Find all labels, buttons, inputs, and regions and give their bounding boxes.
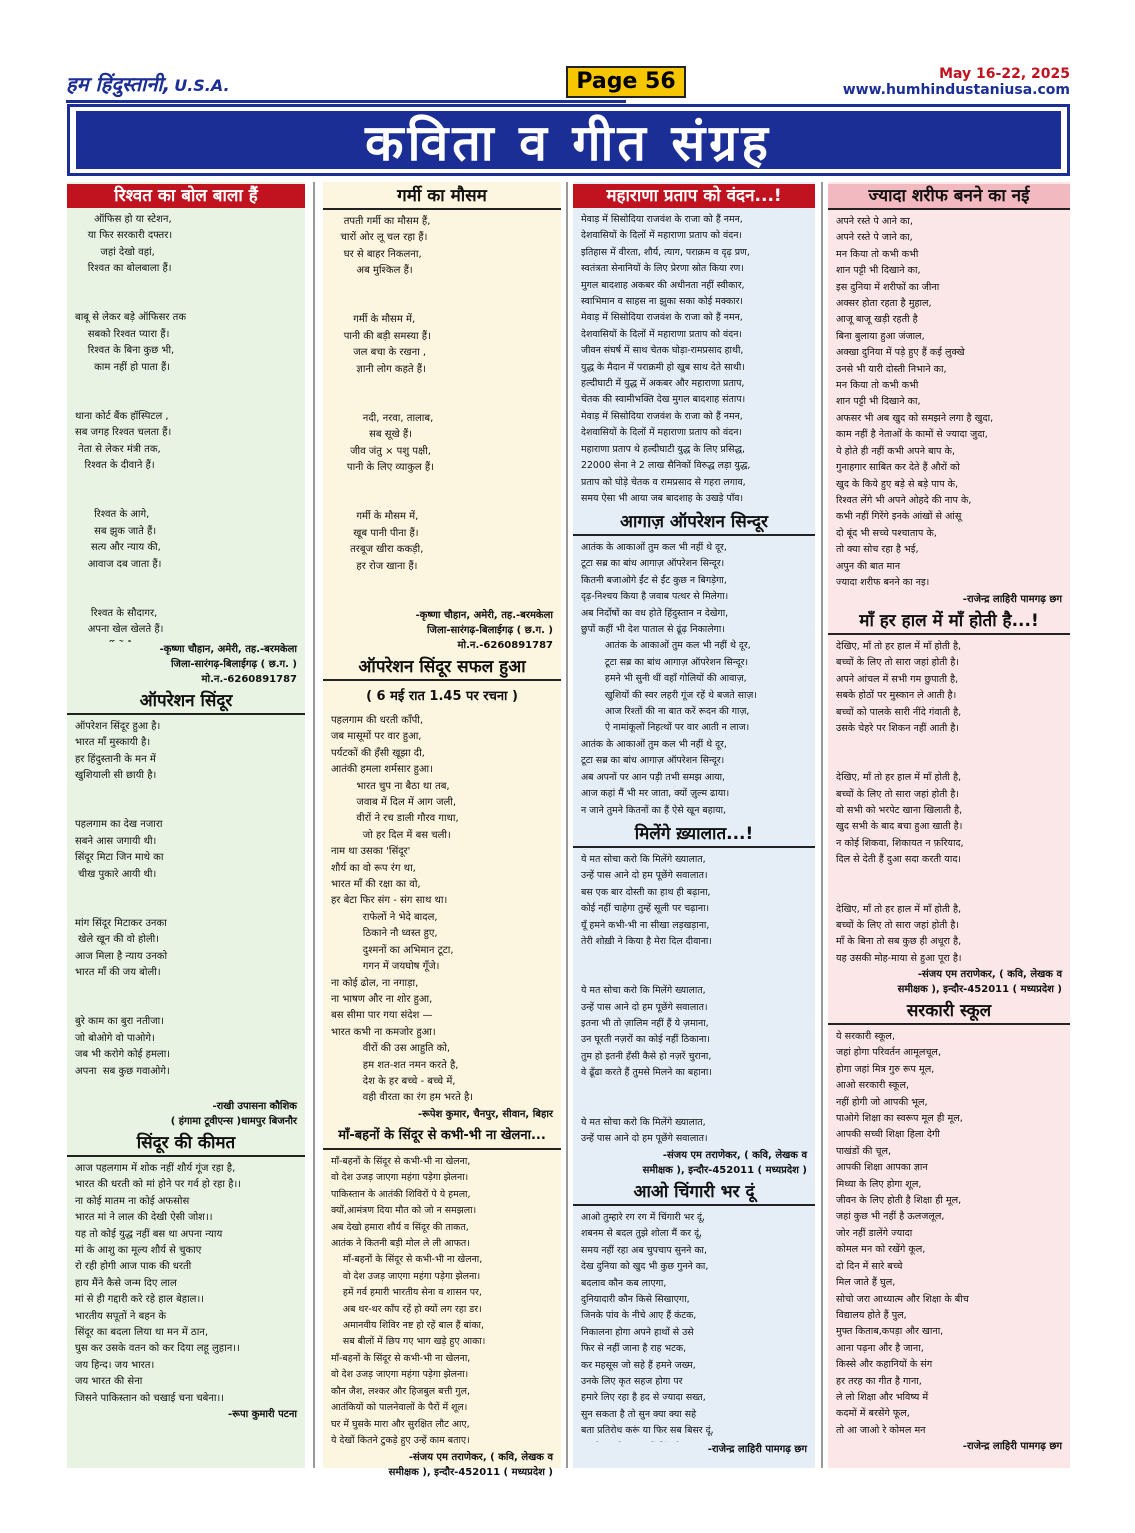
poem-text: माँ-बहनों के सिंदूर से कभी-भी ना खेलना, वो देश उजड़ जाएगा महंगा पड़ेगा झेलना। पाकिस्तान के आतंकी शिविरों पे ये हमला, क्यों,आमंत्रण दिया मौत को जो न समझला। अब देखो हमारा शौर्य व सिंदूर की ताकत, आतंक ने कितनी बड़ी मोल ले ली आफत। माँ-बहनों के सिंदूर से कभी-भी ना खेलना, वो देश उजड़ जाएगा महंगा पड़ेगा झेलना। हमें गर्व हमारी भारतीय सेना व शासन पर, अब थर-थर काँप रहें हो क्यों लग रहा डर। अमानवीय शिविर नष्ट हो रहें बाल हैं बांका, सब बीलों में छिप गए भाग खड़े हुए आका। माँ-बहनों के सिंदूर से कभी-भी ना खेलना, वो देश उजड़ जाएगा महंगा पड़ेगा झेलना। कौन जैश, लश्कर और हिजबुल बत्ती गुल, आतंकियों को पालनेवालों के पैरों में शूल। घर में घुसके मारा और सुरक्षित लौट आए, ये देखों कितने टुकड़े हुए उन्हें काम बताए।	[331, 1156, 486, 1446]
website-link[interactable]: www.humhindustaniusa.com	[842, 82, 1070, 98]
poem-signature: -संजय एम तराणेकर, ( कवि, लेखक व समीक्षक ), इन्दौर-452011 ( मध्यप्रदेश )	[642, 1150, 807, 1176]
poem-text: आतंक के आकाओं तुम कल भी नहीं थे दूर, टूटा सब्र का बांध आगाज़ ऑपरेशन सिन्दूर। कितनी बजाओगे ईंट से ईंट कुछ न बिगड़ेगा, दृढ़-निश्चय किया है जवाब पत्थर से मिलेगा। अब निर्दोषों का वध होते हिंदुस्तान न देखेगा, छुपों कहीं भी देश पाताल से ढूंढ़ निकालेगा। आतंक के आकाओं तुम कल भी नहीं थे दूर, टूटा सब्र का बांध आगाज़ ऑपरेशन सिन्दूर। हमने भी सुनी थीं वहाँ गोलियों की आवाज़, खुशियों की स्वर लहरी गूंज रहें थे बजते साज़। आज रिश्तों की ना बात करें रूदन की गाज़, ऐ नामांकूलों निहत्थों पर वार आती न लाज। आतंक के आकाओं तुम कल भी नहीं थे दूर, टूटा सब्र का बांध आगाज़ ऑपरेशन सिन्दूर। अब अपनों पर आन पड़ी तभी समझ आया, आज कहां मैं भी मर जाता, क्यों ज़ुल्म ढाया। न जाने तुमने कितनों का हैं ऐसे खून बहाया,	[581, 542, 757, 816]
column-4	[828, 182, 1070, 1468]
masthead-right	[843, 66, 1070, 98]
poem-text: तपती गर्मी का मौसम हैं, चारों ओर लू चल रहा हैं। घर से बाहर निकलना, अब मुश्किल हैं। गर्मी के मौसम में, पानी की बड़ी समस्या हैं। जल बचा के रखना , ज्ञानी लोग कहते हैं। नदी, नरवा, तालाब, सब सूखे हैं। जीव जंतु × पशु पक्षी, पानी के लिए व्याकुल हैं। गर्मी के मौसम में, खूब पानी पीना हैं। तरबूज खीरा ककड़ी, हर रोज खाना हैं।	[340, 216, 434, 572]
masthead	[66, 66, 1070, 102]
section-title: कविता व गीत संग्रह	[365, 114, 772, 172]
poem-text: ये सरकारी स्कूल, जहां होगा परिवर्तन आमूलचूल, होगा जहां मित्र गुरु रूप मूल, आओ सरकारी स्कूल, नहीं होगी जो आपकी भूल, पाओगे शिक्षा का स्वरूप मूल ही मूल, आपकी सच्ची शिक्षा हिला देगी पाखंडों की चूल, आपकी शिक्षा आपका ज्ञान मिथ्या के लिए होगा शूल, जीवन के लिए होती है शिक्षा ही मूल, जहां कुछ भी नहीं है ऊलजलूल, जोर नहीं डालेंगे ज्यादा कोमल मन को रखेंगे कूल, दो दिन में सारे बच्चे मिल जाते हैं घुल, सोचो जरा आध्यात्म और शिक्षा के बीच विद्यालय होते हैं पुल, मुफ्त किताब,कपड़ा और खाना, आना पढ़ना और है जाना, किस्से और कहानियों के संग हर तरह का गीत है गाना, ले लो शिक्षा और भविष्य में कदमों में बरसेंगे फूल, तो आ जाओ रे कोमल मन	[836, 1031, 969, 1436]
poem-signature: -राखी उपासना कौशिक ( हंगामा टूवीएन्स )धामपुर बिजनौर	[170, 1101, 297, 1127]
poem-signature: -संजय एम तराणेकर, ( कवि, लेखक व समीक्षक ), इन्दौर-452011 ( मध्यप्रदेश )	[388, 1452, 553, 1478]
poem-title: सरकारी स्कूल	[828, 999, 1070, 1025]
poem-title: सिंदूर की कीमत	[67, 1131, 305, 1157]
poem-title: आगाज़ ऑपरेशन सिन्दूर	[573, 510, 815, 536]
poem-text: पहलगाम की धरती काँपी, जब मासूमों पर वार हुआ, पर्यटकों की हँसी खूझा दी, आतंकी हमला शर्मसार हुआ। भारत चुप ना बैठा था तब, जवाब में दिल में आग जली, वीरों ने रच डाली गौरव गाथा, जो हर दिल में बस चली। नाम था उसका 'सिंदूर' शौर्य का वो रूप रंग था, भारत माँ की रक्षा का वो, हर बेटा फिर संग - संग साथ था। राफेलों ने भेदे बादल, ठिकाने नौ ध्वस्त हुए, दुश्मनों का अभिमान टूटा, गगन में जयघोष गूँजे। ना कोई ढोल, ना नगाड़ा, ना भाषण और ना शोर हुआ, बस सीमा पार गया संदेश — भारत कभी ना कमजोर हुआ। वीरों की उस आहुति को, हम शत-शत नमन करते है, देश के हर बच्चे - बच्चे में, वही वीरता का रंग हम भरते है।	[331, 715, 474, 1104]
publication-title: हम हिंदुस्तानी,	[66, 72, 171, 96]
issue-date: May 16-22, 2025	[939, 66, 1070, 82]
poem-text: अपने रस्ते पे आने का, अपने रस्ते पे जाने का, मन किया तो कभी कभी शान पट्टी भी दिखाने का, इस दुनिया में शरीफों का जीना अक्सर होता रहता है मुहाल, आजू बाजू खड़ी रहती है बिना बुलाया हुआ जंजाल, अक्खा दुनिया में पड़े हुए हैं कई लुक्खे उनसे भी यारी दोस्ती निभाने का, मन किया तो कभी कभी शान पट्टी भी दिखाने का, अफसर भी अब खुद को समझने लगा है खुदा, काम नहीं है नेताओं के कामों से ज्यादा जुदा, ये होते ही नहीं कभी अपने बाप के, गुनाहगार साबित कर देते हैं औरों को खुद के किये हुए बड़े से बड़े पाप के, रिश्वत लेंगे भी अपने ओहदे की नाप के, कभी नहीं गिरेंगे इनके आंखों से आंसू दो बूंद भी सच्चे पश्चाताप के, तो क्या सोच रहा है भई, अपुन की बात मान ज्यादा शरीफ बनने का नइ।	[836, 216, 994, 588]
poem-title: ऑपरेशन सिंदूर सफल हुआ	[323, 655, 561, 681]
page-number: Page 56	[566, 66, 686, 98]
poem-signature: -राजेन्द्र लाहिरी पामगढ़ छग	[707, 1444, 807, 1455]
poem-signature: -रूपा कुमारी पटना	[228, 1409, 297, 1420]
poem-text: मेवाड़ में सिसोदिया राजवंश के राजा को हैं नमन, देशवासियों के दिलों में महाराणा प्रताप को वंदन। इतिहास में वीरता, शौर्य, त्याग, पराक्रम व दृढ़ प्रण, स्वतंत्रता सेनानियों के लिए प्रेरणा स्रोत किया रण। मुगल बादशाह अकबर की अधीनता नहीं स्वीकार, स्वाभिमान व साहस ना झुका सका कोई मक्कार। मेवाड़ में सिसोदिया राजवंश के राजा को हैं नमन, देशवासियों के दिलों में महाराणा प्रताप को वंदन। जीवन संघर्ष में साथ चेतक घोड़ा-रामप्रसाद हाथी, युद्ध के मैदान में पराक्रमी हो खुब साथ देते साथी। हल्दीघाटी में युद्ध में अकबर और महाराणा प्रताप, चेतक की स्वामीभक्ति देख मुगल बादशाह संताप। मेवाड़ में सिसोदिया राजवंश के राजा को हैं नमन, देशवासियों के दिलों में महाराणा प्रताप को वंदन। महाराणा प्रताप थे हल्दीघाटी युद्ध के लिए प्रसिद्ध, 22000 सेना ने 2 लाख सैनिकों विरुद्ध लड़ा युद्ध, प्रताप को घोड़े चेतक व रामप्रसाद से गहरा लगाव, समय ऐसा भी आया जब बादशाह के उखड़े पाँव।	[581, 214, 751, 504]
poem-text: देखिए, माँ तो हर हाल में माँ होती है, बच्चों के लिए तो सारा जहां होती है। अपने आंचल में सभी गम छुपाती है, सबके होठों पर मुस्कान ले आती है। बच्चों को पालके सारी नींदे गंवाती है, उसके चेहरे पर शिकन नहीं आती है। देखिए, माँ तो हर हाल में माँ होती है, बच्चों के लिए तो सारा जहां होती है। वो सभी को भरपेट खाना खिलाती है, खुद सभी के बाद बचा हुआ खाती है। न कोई शिकवा, शिकायत न फ़रियाद, दिल से देती हैं दुआ सदा करती याद। देखिए, माँ तो हर हाल में माँ होती है, बच्चों के लिए तो सारा जहां होती है। माँ के बिना तो सब कुछ ही अधूरा है, यह उसकी मोह-माया से हुआ पूरा है।	[836, 641, 964, 964]
poem-text: आओ तुम्हारे रग रग में चिंगारी भर दूं, शबनम से बदल तुझे शोला मैं कर दूं, समय नहीं रहा अब चुपचाप सुनने का, देख दुनिया को खुद भी कुछ गुनने का, बदलाव कौन कब लाएगा, दुनियादारी कौन किसे सिखाएगा, जिनके पांव के नीचे आए हैं कंटक, निकालना होगा अपने हाथों से उसे फिर से नहीं जाना है राह भटक, कर महसूस जो सहे हैं हमने जख्म, उनके लिए कृत सहज होगा पर हमारे लिए रहा है हद से ज्यादा सख्त, सुन सकता है तो सुन क्या क्या सहे बता प्रतिरोध करूं या फिर सब बिसर दूं,	[581, 1212, 714, 1437]
publication-name	[66, 70, 366, 100]
poem-title: रिश्वत का बोल बाला हैं	[67, 184, 305, 208]
column-divider	[313, 182, 315, 1468]
section-banner	[67, 104, 1070, 176]
poem-text: ये मत सोचा करो कि मिलेंगे ख्यालात, उन्हें पास आने दो हम पूछेंगे सवालात। बस एक बार दोस्ती का हाथ ही बढ़ाना, कोई नहीं चाहेगा तुम्हें सूली पर चढ़ाना। यूँ हमने कभी-भी ना सीखा लड़खड़ाना, तेरी शोख़ी ने किया है मेरा दिल दीवाना। ये मत सोचा करो कि मिलेंगे ख्यालात, उन्हें पास आने दो हम पूछेंगे सवालात। इतना भी तो ज़ालिम नहीं हैं ये ज़माना, उन घूरती नज़रों का कोई नहीं ठिकाना। तुम हो इतनी हँसी कैसे हो नज़रें चुराना, वे ढूँढा करते हैं तुमसे मिलने का बहाना। ये मत सोचा करो कि मिलेंगे ख्यालात, उन्हें पास आने दो हम पूछेंगे सवालात।	[581, 854, 712, 1144]
poem-title: ऑपरेशन सिंदूर	[67, 689, 305, 715]
poem-text: आज पहलगाम में शोक नहीं शौर्य गूंज रहा है, भारत की धरती को मां होने पर गर्व हो रहा है।। ना कोई मातम ना कोई अफसोस भारत मां ने लाल की देखी ऐसी जोश।। यह तो कोई युद्ध नहीं बस था अपना न्याय मां के आशु का मूल्य शौर्य से चुकाए रो रही होगी आज पाक की धरती हाय मैंने कैसे जन्म दिए लाल मां से ही गद्दारी करे रहे हाल बेहाल।। भारतीय सपूतों ने बहन के सिंदूर का बदला लिया था मन में ठान, घुस कर उसके वतन को कर दिया लहू लुहान।। जय हिन्द। जय भारत। जय भारत की सेना जिसने पाकिस्तान को चखाई चना चबेना।।	[75, 1163, 242, 1404]
column-divider	[566, 182, 568, 1468]
poem-signature: -राजेन्द्र लाहिरी पामगढ़ छग	[962, 594, 1062, 605]
masthead-rule	[66, 100, 626, 103]
column-3	[573, 182, 815, 1468]
poem-title: माँ-बहनों के सिंदूर से कभी-भी ना खेलना...	[323, 1124, 561, 1150]
poem-title: मिलेंगे ख़्यालात...!	[573, 822, 815, 848]
poem-signature: -राजेन्द्र लाहिरी पामगढ़ छग	[962, 1441, 1062, 1452]
poem-text: ऑपरेशन सिंदूर हुआ है। भारत माँ मुस्कायी है। हर हिंदुस्तानी के मन में खुशियाली सी छायी है। पहलगाम का देख नजारा सबने आस जगायी थी। सिंदूर मिटा जिन माथे का चीख पुकारे आयी थी। मांग सिंदूर मिटाकर उनका खेले खून की वो होली। आज मिला है न्याय उनको भारत माँ की जय बोली। बुरे काम का बुरा नतीजा। जो बोओगे वो पाओगे। जब भी करोगे कोई हमला। अपना सब कुछ गवाओगे।	[75, 721, 171, 1077]
poem-title: गर्मी का मौसम	[323, 184, 561, 210]
banner-background	[76, 111, 1061, 172]
poem-title: महाराणा प्रताप को वंदन...!	[573, 184, 815, 208]
column-divider	[821, 182, 823, 1468]
poem-text: ऑफिस हो या स्टेशन, या फिर सरकारी दफ्तर। जहां देखो वहां, रिश्वत का बोलबाला हैं। बाबू से लेकर बड़े ऑफिसर तक सबको रिश्वत प्यारा हैं। रिश्वत के बिना कुछ भी, काम नहीं हो पाता हैं। थाना कोर्ट बैंक हॉस्पिटल , सब जगह रिश्वत चलता हैं। नेता से लेकर मंत्री तक, रिश्वत के दीवाने हैं। रिश्वत के आगे, सब झुक जाते हैं। सत्य और न्याय की, आवाज दब जाता हैं। रिश्वत के सौदागर, अपना खेल खेलते हैं।	[75, 214, 187, 636]
publication-suffix: U.S.A.	[174, 76, 230, 95]
poem-signature: -संजय एम तराणेकर, ( कवि, लेखक व समीक्षक ), इन्दौर-452011 ( मध्यप्रदेश )	[897, 969, 1062, 995]
column-1	[67, 182, 305, 1468]
poem-title: माँ हर हाल में माँ होती है...!	[828, 609, 1070, 635]
poem-title: ज्यादा शरीफ बनने का नई	[828, 184, 1070, 210]
column-2	[323, 182, 561, 1478]
poem-signature: -रूपेश कुमार, चैनपुर, सीवान, बिहार	[417, 1109, 553, 1120]
poem-subtitle: ( 6 मई रात 1.45 पर रचना )	[366, 689, 518, 704]
poem-title: आओ चिंगारी भर दूं	[573, 1180, 815, 1206]
poem-signature: -कृष्णा चौहान, अमेरी, तह.-बरमकेला जिला-सारंगढ़-बिलाईगढ़ ( छ.ग. ) मो.न.-6260891787	[159, 644, 297, 685]
poem-signature: -कृष्णा चौहान, अमेरी, तह.-बरमकेला जिला-सारंगढ़-बिलाईगढ़ ( छ.ग. ) मो.न.-6260891787	[415, 610, 553, 651]
